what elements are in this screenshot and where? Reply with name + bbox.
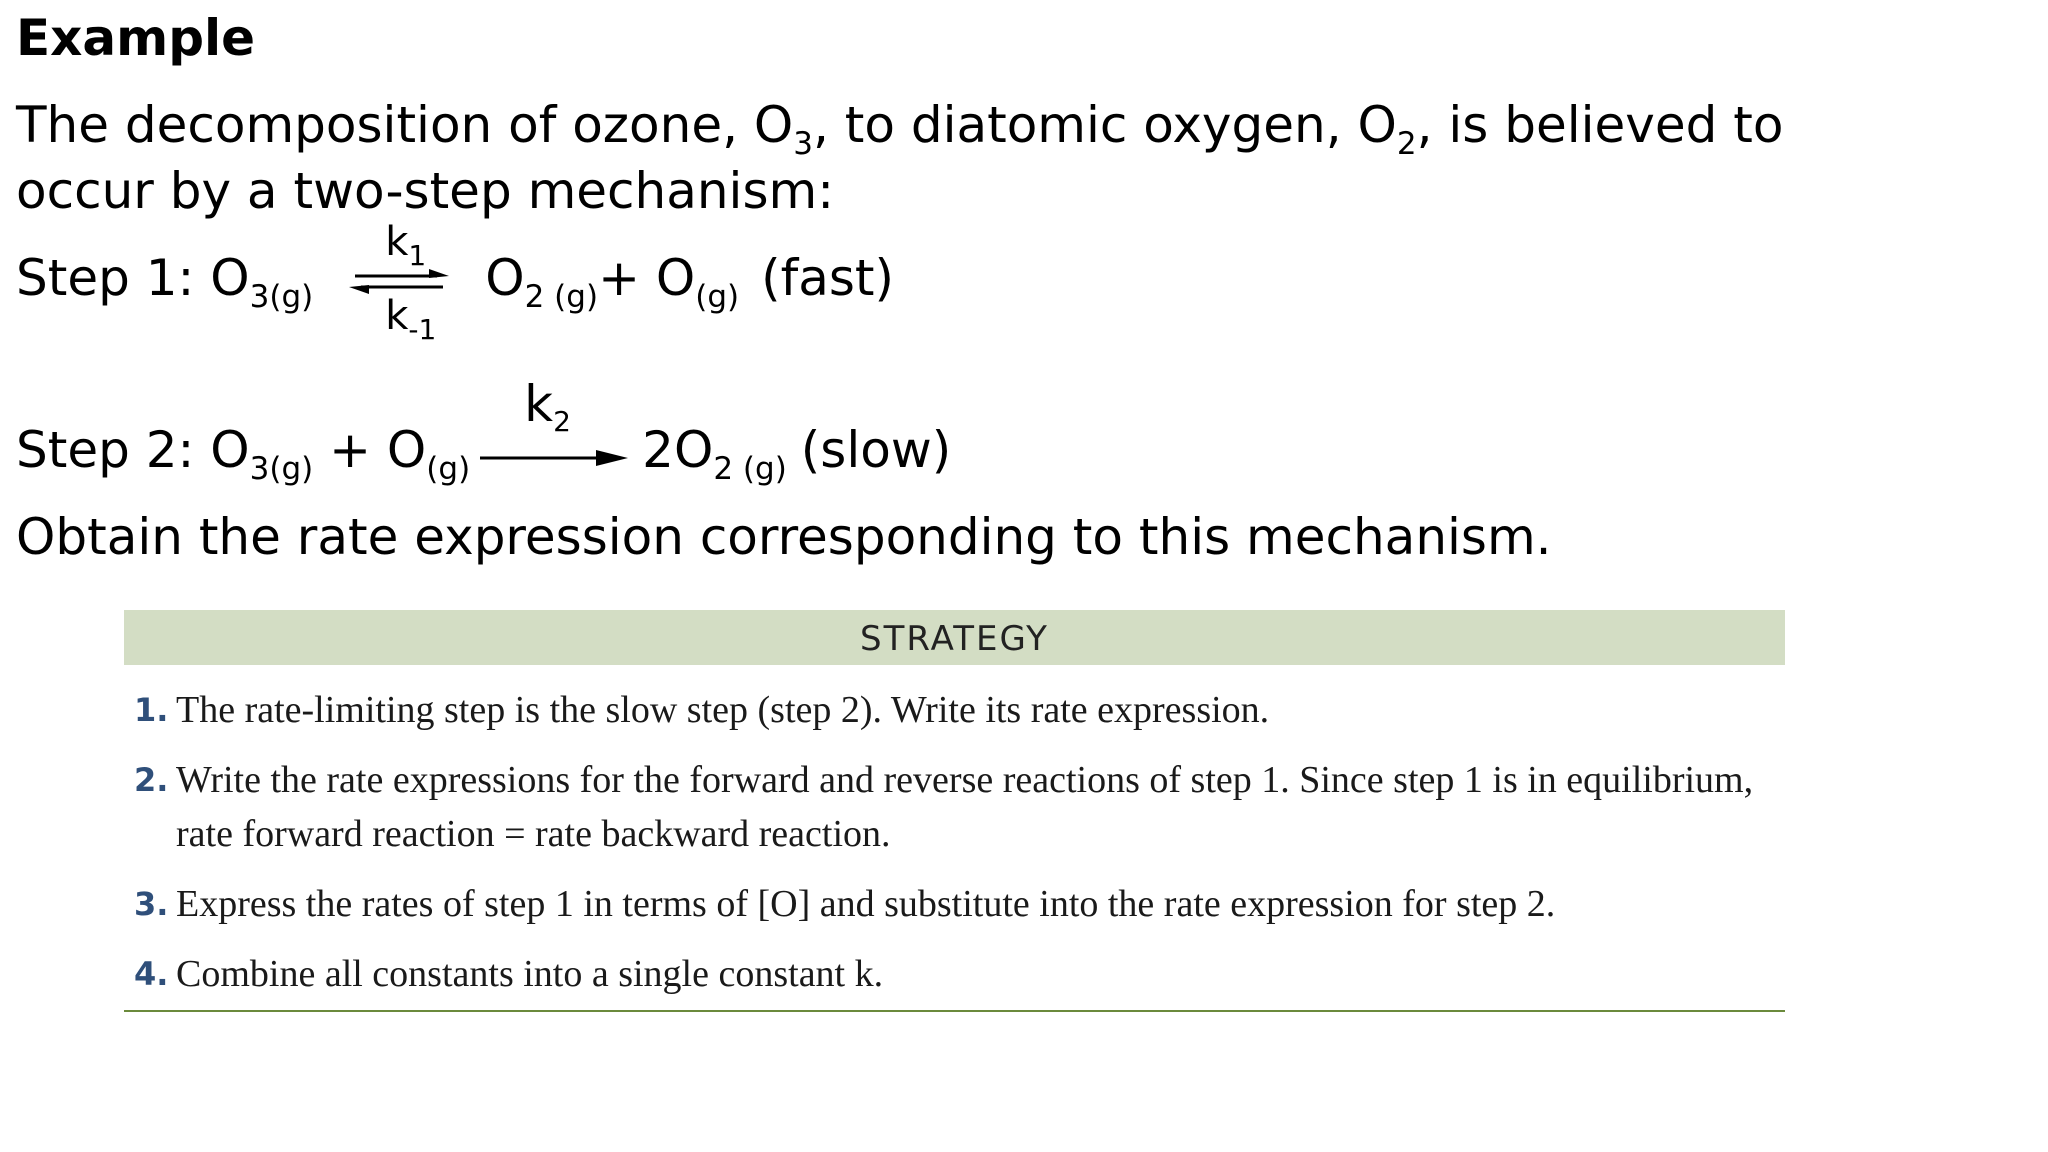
strategy-bottom-rule <box>124 1010 1785 1012</box>
strategy-item-text: Express the rates of step 1 in terms of [O] and substitute into the rate expression for step 2. <box>176 883 1556 925</box>
intro-text-3: , is believed to occur by a two-step mechanism: <box>16 96 1784 220</box>
step-1-speed: (fast) <box>761 249 895 307</box>
intro-subscript-2: 2 <box>1396 126 1417 162</box>
strategy-item-text: Combine all constants into a single constant k. <box>176 953 884 995</box>
k2-label: $k_2$ <box>524 374 571 438</box>
k-reverse-label: $k_{-1}$ <box>385 292 437 346</box>
strategy-item <box>124 683 1785 737</box>
strategy-item-number: 4. <box>134 955 169 993</box>
strategy-list <box>124 683 1785 1001</box>
step-1-product-2-subscript: (g) <box>695 279 740 315</box>
strategy-item <box>124 877 1785 931</box>
reaction-arrow <box>470 374 642 484</box>
step-2-product: 2O <box>642 421 714 479</box>
step-2-speed: (slow) <box>800 421 952 479</box>
step-2-plus: + O <box>313 421 427 479</box>
equilibrium-arrow <box>313 218 485 346</box>
step-1-label: Step 1: O <box>16 249 250 307</box>
step-1-reactant-subscript: 3(g) <box>249 279 314 315</box>
strategy-item <box>124 947 1785 1001</box>
step-2-reactant-2-subscript: (g) <box>426 451 471 487</box>
step-1-product-1: O <box>485 249 525 307</box>
strategy-item-text: Write the rate expressions for the forward and reverse reactions of step 1. Since step 1 is in equilibrium, rate forward reaction = rate backward reaction. <box>176 759 1754 855</box>
k-forward-label: $k_1$ <box>385 218 427 272</box>
strategy-header: STRATEGY <box>124 610 1785 665</box>
intro-text-1: The decomposition of ozone, O <box>16 96 794 154</box>
strategy-item-number: 2. <box>134 761 169 799</box>
step-2-equation <box>16 374 952 487</box>
example-heading: Example <box>16 9 256 67</box>
intro-subscript-1: 3 <box>793 126 813 162</box>
strategy-item-number: 1. <box>134 691 169 729</box>
strategy-item-number: 3. <box>134 885 169 923</box>
question-text: Obtain the rate expression corresponding to this mechanism. <box>16 508 1552 566</box>
step-1-product-1-subscript: 2 (g) <box>524 279 599 315</box>
step-2-reactant-1-subscript: 3(g) <box>249 451 314 487</box>
step-1-equation <box>16 218 895 346</box>
step-2-product-subscript: 2 (g) <box>713 451 787 487</box>
strategy-item-text: The rate-limiting step is the slow step (step 2). Write its rate expression. <box>176 689 1270 731</box>
strategy-item <box>124 753 1785 861</box>
strategy-box <box>124 610 1785 1001</box>
intro-text-2: , to diatomic oxygen, O <box>812 96 1397 154</box>
intro-paragraph <box>16 92 1916 224</box>
step-2-label: Step 2: O <box>16 421 250 479</box>
step-1-plus: + O <box>598 249 696 307</box>
